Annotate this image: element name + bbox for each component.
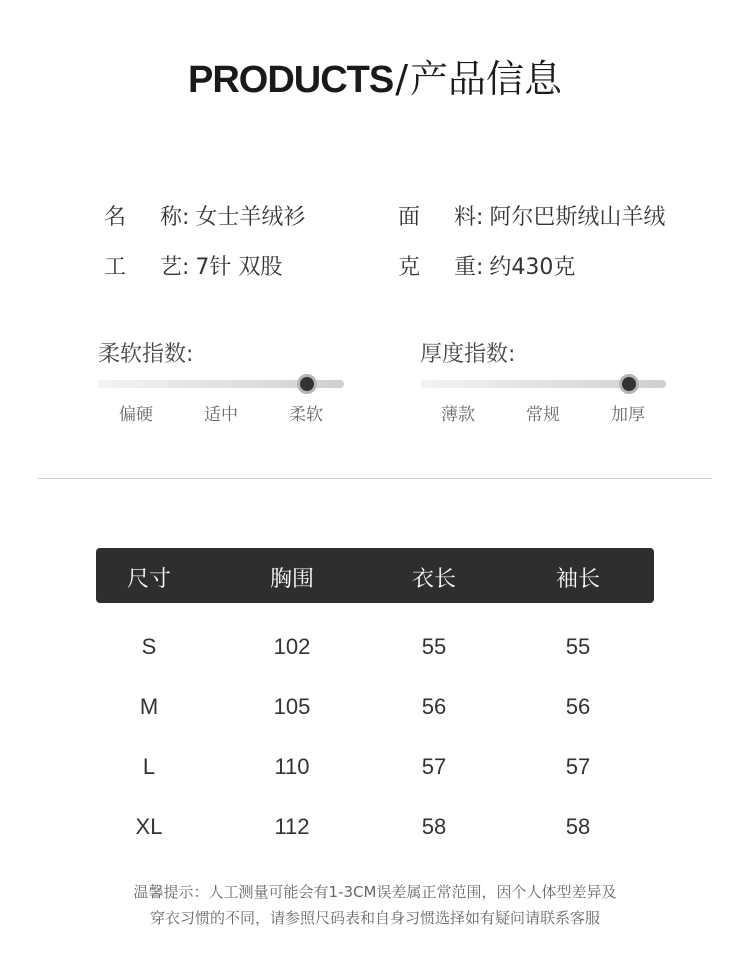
section-divider: [38, 478, 712, 479]
table-cell: L: [142, 754, 156, 779]
header-sleeve: 袖长: [555, 567, 600, 592]
table-cell: 58: [421, 814, 447, 839]
softness-tick-low: 偏硬: [119, 405, 153, 425]
softness-knob: [297, 374, 317, 394]
table-cell: S: [141, 634, 157, 659]
table-cell: M: [139, 694, 159, 719]
table-cell: 56: [421, 694, 447, 719]
table-cell: 105: [273, 694, 311, 719]
thickness-tick-high: 加厚: [611, 405, 645, 425]
thickness-tick-low: 薄款: [441, 405, 475, 425]
info-weight: 克 重: 约430克: [398, 250, 575, 281]
table-cell: 110: [274, 754, 310, 779]
table-cell: 55: [565, 634, 591, 659]
table-cell: 56: [565, 694, 591, 719]
title-chinese: 产品信息: [410, 57, 563, 101]
header-chest: 胸围: [269, 567, 314, 592]
thickness-title: 厚度指数:: [420, 342, 516, 367]
info-weight-value: 约430克: [489, 255, 576, 280]
table-cell: 58: [565, 814, 591, 839]
table-cell: XL: [135, 814, 163, 839]
info-craft: 工 艺: 7针 双股: [104, 250, 282, 281]
table-cell: 57: [421, 754, 447, 779]
title-english: PRODUCTS: [187, 59, 394, 101]
softness-tick-high: 柔软: [289, 405, 323, 425]
table-cell: 112: [274, 814, 310, 839]
table-cell: 55: [421, 634, 447, 659]
info-craft-label: 工 艺: [104, 255, 182, 280]
info-name: 名 称: 女士羊绒衫: [104, 200, 305, 231]
thickness-knob: [619, 374, 639, 394]
note-line-1: 温馨提示：人工测量可能会有1-3CM误差属正常范围，因个人体型差异及: [133, 883, 617, 901]
page-title: [0, 48, 750, 103]
info-name-label: 名 称: [104, 205, 182, 230]
info-fabric-value: 阿尔巴斯绒山羊绒: [489, 205, 666, 230]
info-fabric-label: 面 料: [398, 205, 476, 230]
title-separator: /: [395, 57, 409, 101]
softness-tick-mid: 适中: [204, 405, 238, 425]
table-cell: 102: [273, 634, 311, 659]
header-size: 尺寸: [126, 567, 171, 592]
info-weight-label: 克 重: [398, 255, 476, 280]
softness-title: 柔软指数:: [98, 342, 194, 367]
table-cell: 57: [565, 754, 591, 779]
info-name-value: 女士羊绒衫: [195, 205, 306, 230]
thickness-tick-mid: 常规: [526, 405, 560, 425]
note-line-2: 穿衣习惯的不同，请参照尺码表和自身习惯选择如有疑问请联系客服: [149, 909, 600, 927]
info-fabric: 面 料: 阿尔巴斯绒山羊绒: [398, 200, 665, 231]
header-length: 衣长: [411, 567, 456, 592]
info-craft-value: 7针 双股: [195, 255, 283, 280]
